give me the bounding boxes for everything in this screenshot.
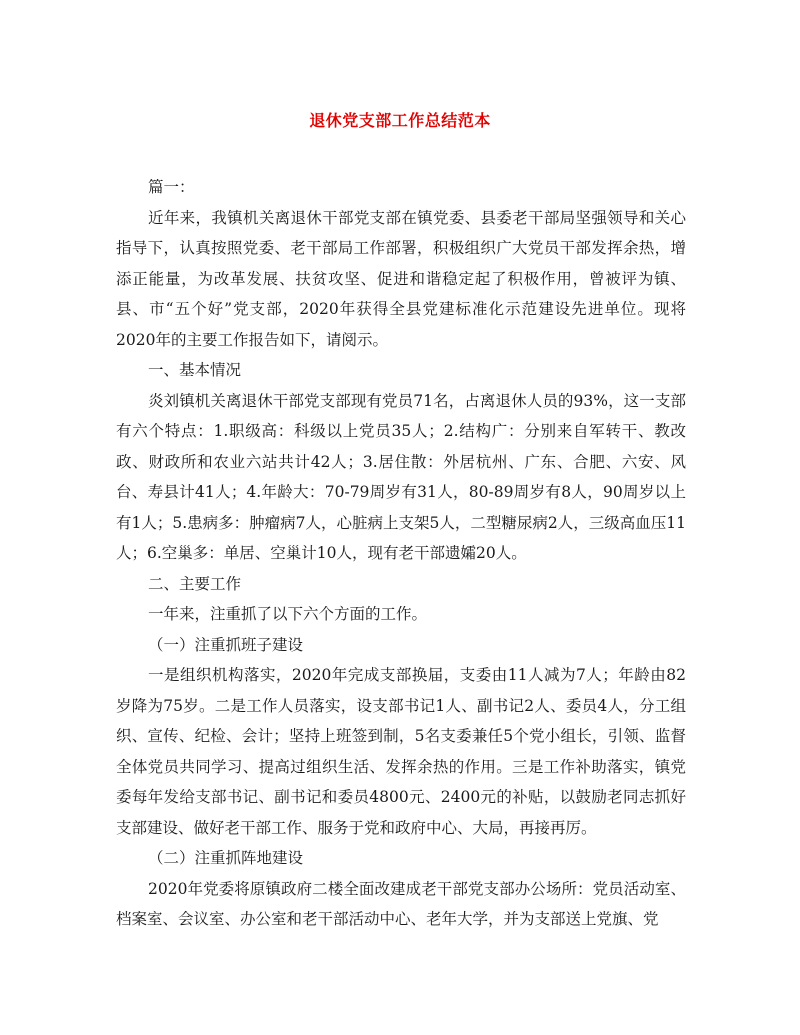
document-body [116,172,686,935]
intro-paragraph: 近年来，我镇机关离退休干部党支部在镇党委、县委老干部局坚强领导和关心指导下，认真按照党委、老干部局工作部署，积极组织广大党员干部发挥余热，增添正能量，为改革发展、扶贫攻坚、促进和谐稳定起了积极作用，曾被评为镇、县、市“五个好”党支部，2020年获得全县党建标准化示范建设先进单位。现将2020年的主要工作报告如下，请阅示。 [116,208,686,349]
document-title: 退休党支部工作总结范本 [309,111,491,130]
subsection-heading-team-building: （一）注重抓班子建设 [148,635,304,654]
base-building-paragraph: 2020年党委将原镇政府二楼全面改建成老干部党支部办公场所：党员活动室、档案室、会议室、办公室和老干部活动中心、老年大学，并为支部送上党旗、党 [116,879,686,928]
main-work-intro-paragraph: 一年来，注重抓了以下六个方面的工作。 [148,605,428,623]
section-label: 篇一： [148,178,195,196]
basic-situation-paragraph: 炎刘镇机关离退休干部党支部现有党员71名，占离退休人员的93%，这一支部有六个特点：1.职级高：科级以上党员35人；2.结构广：分别来自军转干、教改政、财政所和农业六站共计42人；3.居住散：外居杭州、广东、合肥、六安、风台、寿县计41人；4.年龄大：70-79周岁有31人，80-89周岁有8人，90周岁以上有1人；5.患病多：肿瘤病7人，心脏病上支架5人，二型糖尿病2人，三级高血压11人；6.空巢多：单居、空巢计10人，现有老干部遗孀20人。 [116,391,686,562]
section-heading-basic-situation: 一、基本情况 [148,361,242,379]
section-heading-main-work: 二、主要工作 [148,574,242,593]
team-building-paragraph: 一是组织机构落实，2020年完成支部换届，支委由11人减为7人；年龄由82岁降为75岁。二是工作人员落实，设支部书记1人、副书记2人、委员4人，分工组织、宣传、纪检、会计；坚持上班签到制，5名支委兼任5个党小组长，引领、监督全体党员共同学习、提高过组织生活、发挥余热的作用。三是工作补助落实，镇党委每年发给支部书记、副书记和委员4800元、2400元的补贴，以鼓励老同志抓好支部建设、做好老干部工作、服务于党和政府中心、大局，再接再厉。 [116,666,686,837]
subsection-heading-base-building: （二）注重抓阵地建设 [148,849,304,867]
